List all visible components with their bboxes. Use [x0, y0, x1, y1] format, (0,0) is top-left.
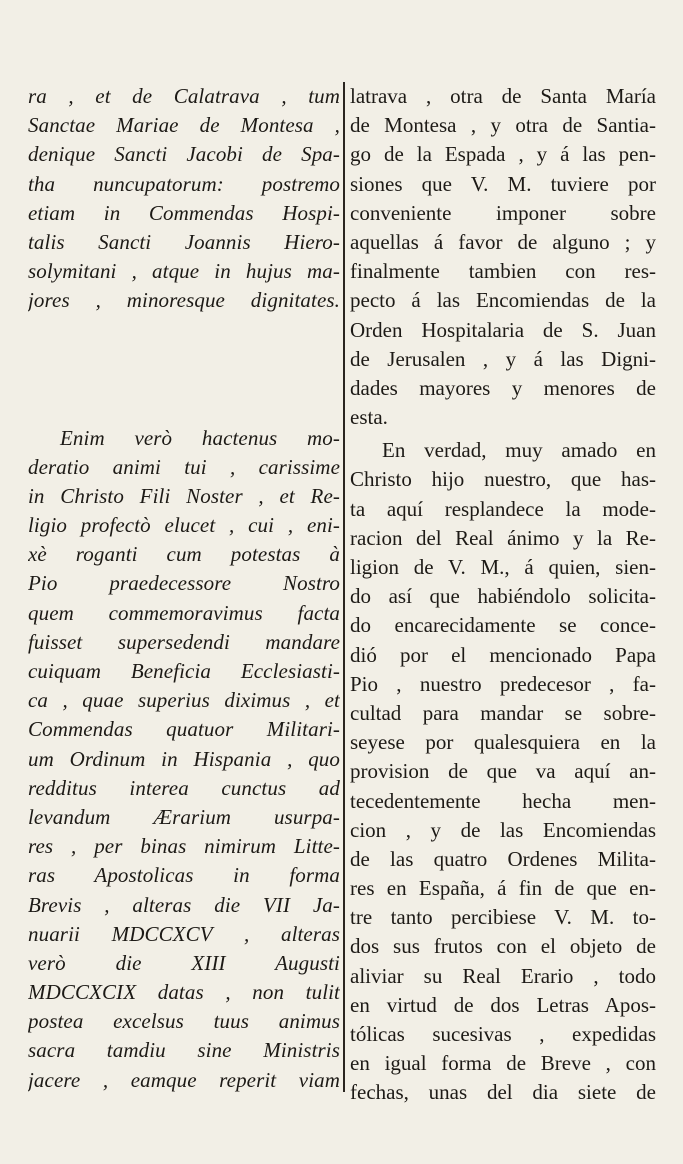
- text-line: Enim verò hactenus mo-: [60, 425, 340, 450]
- text-line: go de la Espada , y á las pen-: [350, 142, 656, 167]
- text-line: do así que habiéndolo solicita-: [350, 584, 656, 609]
- text-line: Brevis , alteras die VII Ja-: [28, 892, 340, 917]
- text-line: um Ordinum in Hispania , quo: [28, 746, 340, 771]
- text-line: siones que V. M. tuviere por: [350, 171, 656, 196]
- text-line: ligion de V. M., á quien, sien-: [350, 555, 656, 579]
- text-line: talis Sancti Joannis Hiero-: [28, 229, 340, 254]
- text-line: Sanctae Mariae de Montesa ,: [28, 113, 340, 138]
- text-line: fechas, unas del dia siete de: [350, 1080, 656, 1105]
- text-line: esta.: [350, 405, 388, 430]
- text-line: denique Sancti Jacobi de Spa-: [28, 142, 340, 167]
- text-line: res en España, á fin de que en-: [350, 876, 656, 901]
- spanish-column: [350, 82, 656, 1108]
- text-line: dos sus frutos con el objeto de: [350, 934, 656, 959]
- text-line: Pio praedecessore Nostro: [28, 571, 340, 596]
- text-line: jores , minoresque dignitates.: [28, 288, 340, 313]
- text-line: ta aquí resplandece la mode-: [350, 496, 656, 521]
- text-line: dió por el mencionado Papa: [350, 642, 656, 667]
- text-line: deratio animi tui , carissime: [28, 454, 340, 479]
- column-divider: [343, 82, 345, 1092]
- text-line: tha nuncupatorum: postremo: [28, 171, 340, 196]
- text-line: En verdad, muy amado en: [382, 438, 656, 463]
- text-line: tre tanto percibiese V. M. to-: [350, 905, 656, 930]
- text-line: tecedentemente hecha men-: [350, 788, 656, 813]
- text-line: de Jerusalen , y á las Digni-: [350, 346, 656, 371]
- text-line: xè roganti cum potestas à: [28, 542, 340, 567]
- paragraph-gap: [28, 316, 340, 424]
- text-line: redditus interea cunctus ad: [28, 775, 340, 800]
- text-line: provision de que va aquí an-: [350, 759, 656, 784]
- text-line: MDCCXCIX datas , non tulit: [28, 980, 340, 1005]
- latin-paragraph-1: [28, 82, 340, 316]
- text-line: de las quatro Ordenes Milita-: [350, 846, 656, 871]
- text-line: aliviar su Real Erario , todo: [350, 963, 656, 988]
- text-line: quem commemoravimus facta: [28, 600, 340, 625]
- text-line: Commendas quatuor Militari-: [28, 717, 340, 742]
- spanish-paragraph-2: [350, 436, 656, 1107]
- text-line: de Montesa , y otra de Santia-: [350, 113, 656, 138]
- text-line: pecto á las Encomiendas de la: [350, 288, 656, 313]
- text-line: cuiquam Beneficia Ecclesiasti-: [28, 659, 340, 683]
- text-line: en igual forma de Breve , con: [350, 1051, 656, 1076]
- latin-column: [28, 82, 340, 1095]
- text-line: ca , quae superius diximus , et: [28, 688, 340, 713]
- text-line: finalmente tambien con res-: [350, 259, 656, 284]
- text-line: dades mayores y menores de: [350, 375, 656, 400]
- text-line: conveniente imponer sobre: [350, 200, 656, 225]
- text-line: postea excelsus tuus animus: [28, 1009, 340, 1034]
- text-line: racion del Real ánimo y la Re-: [350, 525, 656, 550]
- text-line: sacra tamdiu sine Ministris: [28, 1038, 340, 1063]
- spanish-paragraph-1: [350, 82, 656, 432]
- text-line: tólicas sucesivas , expedidas: [350, 1022, 656, 1046]
- latin-paragraph-2: [28, 424, 340, 1095]
- text-line: in Christo Fili Noster , et Re-: [28, 483, 340, 508]
- text-line: cion , y de las Encomiendas: [350, 817, 656, 842]
- text-line: fuisset supersedendi mandare: [28, 629, 340, 654]
- text-line: Pio , nuestro predecesor , fa-: [350, 671, 656, 696]
- text-line: res , per binas nimirum Litte-: [28, 834, 340, 859]
- text-line: ra , et de Calatrava , tum: [28, 84, 340, 108]
- text-line: jacere , eamque reperit viam: [28, 1067, 340, 1092]
- text-line: aquellas á favor de alguno ; y: [350, 229, 656, 254]
- text-line: etiam in Commendas Hospi-: [28, 200, 340, 225]
- text-line: ras Apostolicas in forma: [28, 863, 340, 888]
- text-line: cultad para mandar se sobre-: [350, 700, 656, 725]
- text-line: ligio profectò elucet , cui , eni-: [28, 513, 340, 538]
- text-line: verò die XIII Augusti: [28, 950, 340, 975]
- text-line: en virtud de dos Letras Apos-: [350, 992, 656, 1017]
- text-line: levandum Ærarium usurpa-: [28, 804, 340, 829]
- text-line: nuarii MDCCXCV , alteras: [28, 921, 340, 946]
- text-line: latrava , otra de Santa María: [350, 84, 656, 108]
- text-line: seyese por qualesquiera en la: [350, 730, 656, 755]
- text-line: Orden Hospitalaria de S. Juan: [350, 317, 656, 342]
- text-line: do encarecidamente se conce-: [350, 613, 656, 638]
- text-line: Christo hijo nuestro, que has-: [350, 467, 656, 492]
- text-line: solymitani , atque in hujus ma-: [28, 259, 340, 284]
